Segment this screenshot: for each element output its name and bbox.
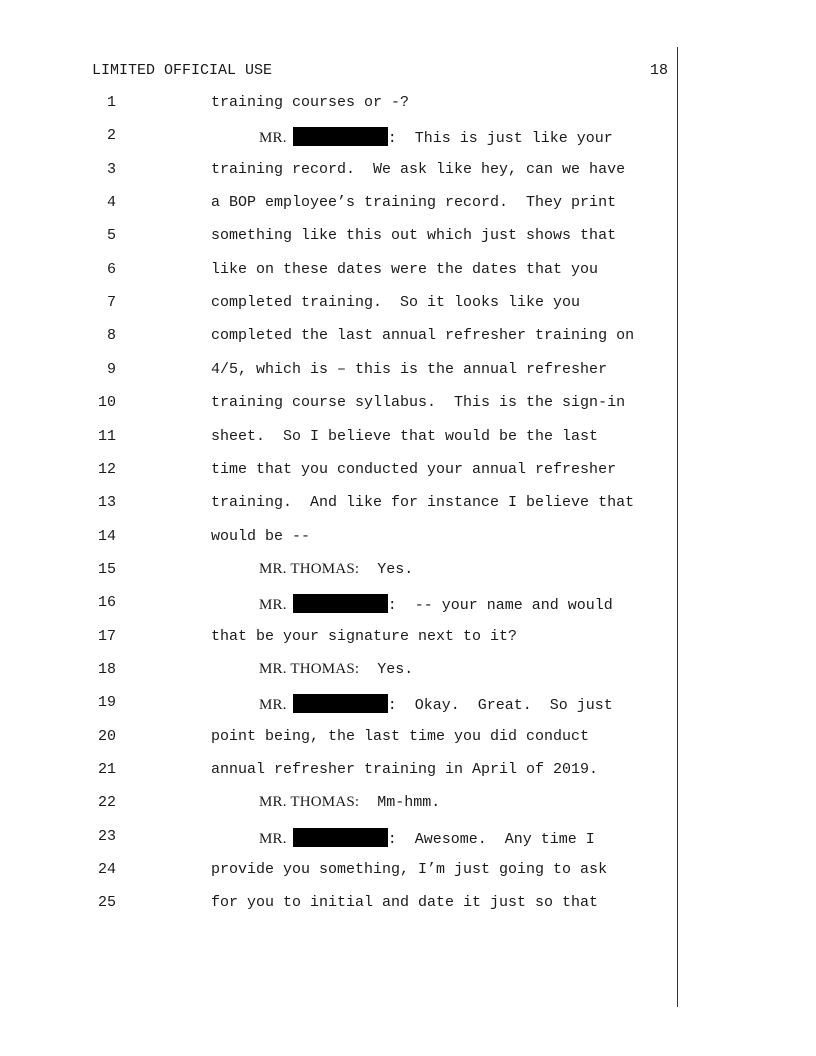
line-number: 2 <box>106 127 116 145</box>
line-number: 12 <box>97 460 116 478</box>
line-number: 13 <box>97 494 116 512</box>
line-content: a BOP employee’s training record. They print <box>211 194 617 212</box>
line-content: sheet. So I believe that would be the last <box>211 427 599 445</box>
line-text <box>211 227 616 244</box>
line-number: 15 <box>97 560 116 578</box>
line-number: 24 <box>97 861 116 879</box>
line-text <box>211 461 616 478</box>
line-number: 3 <box>106 160 116 178</box>
line-content: annual refresher training in April of 2019. <box>211 761 599 778</box>
line-content: 4/5, which is – this is the annual refresher <box>211 360 608 378</box>
line-content: training courses or -? <box>211 94 410 111</box>
redaction-box <box>293 694 388 713</box>
line-text <box>211 528 310 545</box>
line-number: 19 <box>97 694 116 712</box>
speaker-label: MR. <box>259 830 287 847</box>
line-number: 18 <box>97 660 116 678</box>
transcript-line <box>0 94 676 127</box>
transcript-line <box>0 394 676 427</box>
line-number: 21 <box>97 761 116 778</box>
header-classification: LIMITED OFFICIAL USE <box>92 62 273 79</box>
line-number: 25 <box>97 894 116 912</box>
line-text <box>211 261 598 278</box>
transcript-line <box>0 594 676 627</box>
line-number: 5 <box>106 227 116 245</box>
line-number: 9 <box>106 360 116 378</box>
transcript-line <box>0 194 676 227</box>
line-text <box>211 894 598 911</box>
speaker-label: MR. <box>259 597 287 614</box>
line-content: Mm-hmm. <box>359 794 441 812</box>
line-text <box>259 127 613 147</box>
transcript-line <box>0 894 676 927</box>
redaction-box <box>293 828 388 847</box>
transcript-line <box>0 861 676 894</box>
transcript-line <box>0 628 676 661</box>
speaker-label: MR. THOMAS: <box>259 560 360 577</box>
line-number: 16 <box>97 594 116 612</box>
speaker-label: MR. THOMAS: <box>259 660 360 677</box>
line-number: 10 <box>97 394 116 412</box>
line-number: 17 <box>97 627 116 645</box>
line-text <box>259 594 613 614</box>
line-text <box>259 661 413 678</box>
line-number: 8 <box>106 327 116 345</box>
line-text <box>259 561 413 578</box>
transcript-line <box>0 728 676 761</box>
transcript-line <box>0 761 676 794</box>
line-content: provide you something, I’m just going to ask <box>211 861 608 879</box>
line-text <box>211 728 589 745</box>
transcript-line <box>0 661 676 694</box>
transcript-line <box>0 494 676 527</box>
line-number: 23 <box>97 827 116 845</box>
transcript-line <box>0 261 676 294</box>
transcript-line <box>0 327 676 360</box>
line-text <box>211 94 409 111</box>
line-content: training record. We ask like hey, can we have <box>211 160 626 178</box>
line-number: 7 <box>106 294 116 312</box>
line-content: time that you conducted your annual refresher <box>211 460 617 478</box>
transcript-line <box>0 828 676 861</box>
transcript-line <box>0 794 676 827</box>
line-content: completed the last annual refresher training on <box>211 327 635 345</box>
transcript-line <box>0 127 676 160</box>
speaker-label: MR. <box>259 130 287 147</box>
margin-rule <box>677 47 678 1007</box>
line-number: 20 <box>97 727 116 745</box>
transcript-line <box>0 461 676 494</box>
line-content: : Awesome. Any time I <box>387 830 595 848</box>
line-number: 11 <box>97 427 116 445</box>
transcript-line <box>0 361 676 394</box>
line-text <box>259 694 613 714</box>
line-content: training course syllabus. This is the sign-in <box>211 394 626 412</box>
redaction-box <box>293 594 388 613</box>
redaction-box <box>293 127 388 146</box>
line-text <box>211 761 598 778</box>
line-number: 1 <box>106 94 116 111</box>
line-content: training. And like for instance I believe that <box>211 494 635 512</box>
line-content: completed training. So it looks like you <box>211 294 581 312</box>
line-number: 22 <box>97 794 116 812</box>
line-number: 4 <box>106 194 116 212</box>
line-text <box>211 294 580 311</box>
transcript-line <box>0 161 676 194</box>
line-text <box>211 327 634 344</box>
line-text <box>211 361 607 378</box>
line-content: : Okay. Great. So just <box>387 697 613 715</box>
transcript-line <box>0 561 676 594</box>
speaker-label: MR. THOMAS: <box>259 794 360 811</box>
line-text <box>211 428 598 445</box>
page-number: 18 <box>649 62 668 79</box>
line-content: something like this out which just shows that <box>211 227 617 245</box>
line-text <box>211 494 634 511</box>
line-content: : -- your name and would <box>387 597 613 615</box>
transcript-line <box>0 428 676 461</box>
speaker-label: MR. <box>259 697 287 714</box>
line-text <box>259 794 440 811</box>
line-content: like on these dates were the dates that you <box>211 260 599 278</box>
line-content: point being, the last time you did conduct <box>211 727 590 745</box>
line-content: for you to initial and date it just so that <box>211 894 599 912</box>
line-content: would be -- <box>211 527 311 545</box>
line-text <box>259 828 595 848</box>
line-text <box>211 394 625 411</box>
line-content: Yes. <box>359 560 414 578</box>
line-text <box>211 194 616 211</box>
line-text <box>211 861 607 878</box>
line-content: that be your signature next to it? <box>211 627 518 645</box>
line-number: 14 <box>97 527 116 545</box>
line-text <box>211 161 625 178</box>
line-content: : This is just like your <box>387 130 613 148</box>
transcript-line <box>0 528 676 561</box>
transcript-line <box>0 227 676 260</box>
transcript-line <box>0 694 676 727</box>
line-text <box>211 628 517 645</box>
transcript-line <box>0 294 676 327</box>
line-content: Yes. <box>359 660 414 678</box>
line-number: 6 <box>106 260 116 278</box>
